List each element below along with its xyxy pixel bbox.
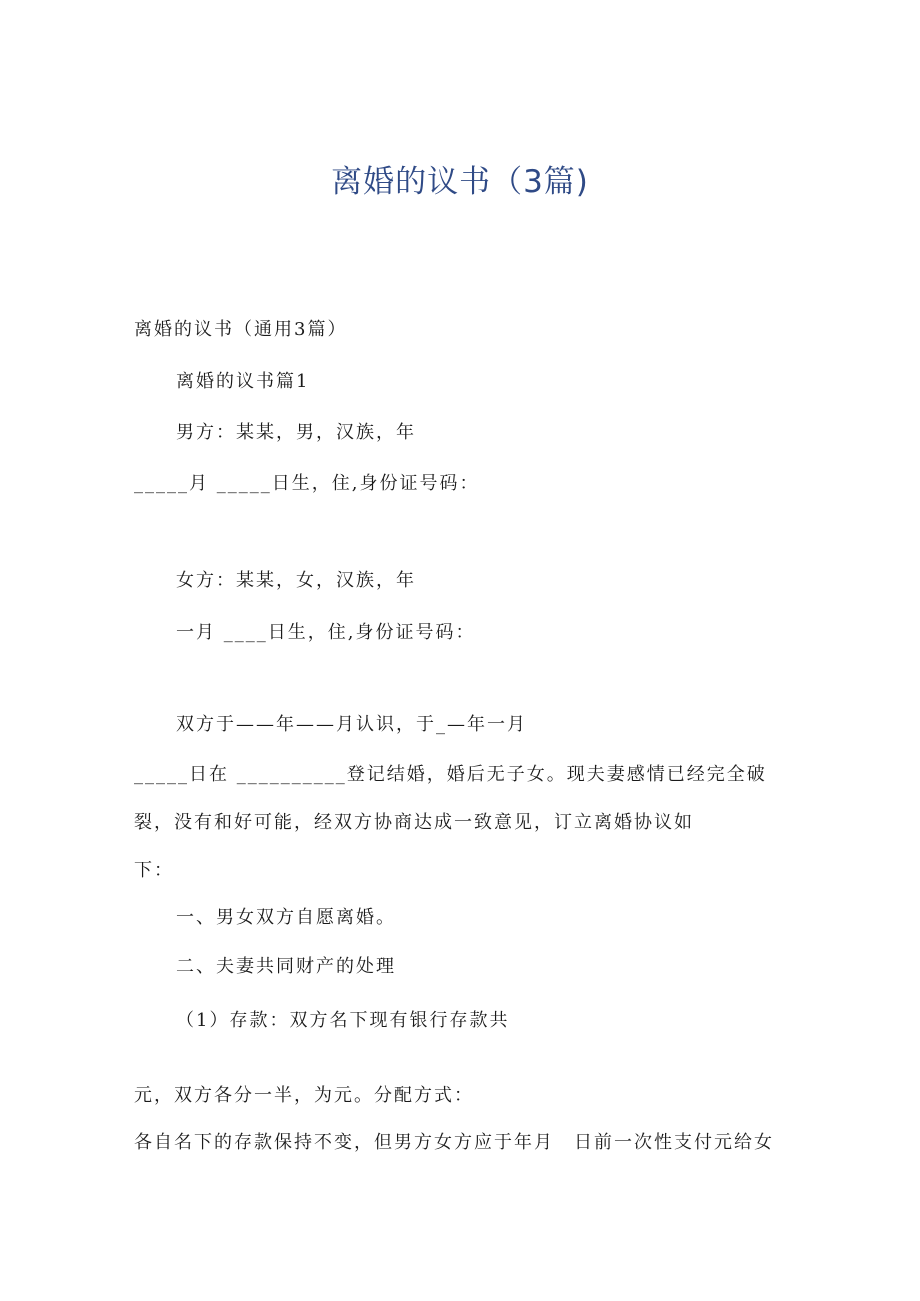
paragraph-line: 裂，没有和好可能，经双方协商达成一致意见，订立离婚协议如 <box>134 812 694 833</box>
paragraph-line: 女方：某某，女，汉族，年 <box>176 570 416 591</box>
paragraph-line: _____日在 __________登记结婚，婚后无子女。现夫妻感情已经完全破 <box>134 764 767 785</box>
list-item: 二、夫妻共同财产的处理 <box>176 956 396 977</box>
paragraph-line: 一月 ____日生，住,身份证号码： <box>176 622 476 643</box>
paragraph-line: 男方：某某，男，汉族，年 <box>176 422 416 443</box>
paragraph-line: 元，双方各分一半，为元。分配方式： <box>134 1085 474 1106</box>
paragraph-line: 下： <box>134 860 174 881</box>
list-item: （1）存款：双方名下现有银行存款共 <box>176 1010 510 1031</box>
paragraph-line: 各自名下的存款保持不变，但男方女方应于年月 日前一次性支付元给女 <box>134 1132 774 1153</box>
document-title: 离婚的议书（3篇) <box>331 164 589 200</box>
paragraph-line: _____月 _____日生，住,身份证号码： <box>134 473 480 494</box>
doc-subtitle: 离婚的议书（通用3篇） <box>134 319 348 340</box>
paragraph-line: 双方于——年——月认识，于_—年一月 <box>176 714 527 735</box>
list-item: 一、男女双方自愿离婚。 <box>176 907 396 928</box>
section-heading: 离婚的议书篇1 <box>176 371 310 392</box>
